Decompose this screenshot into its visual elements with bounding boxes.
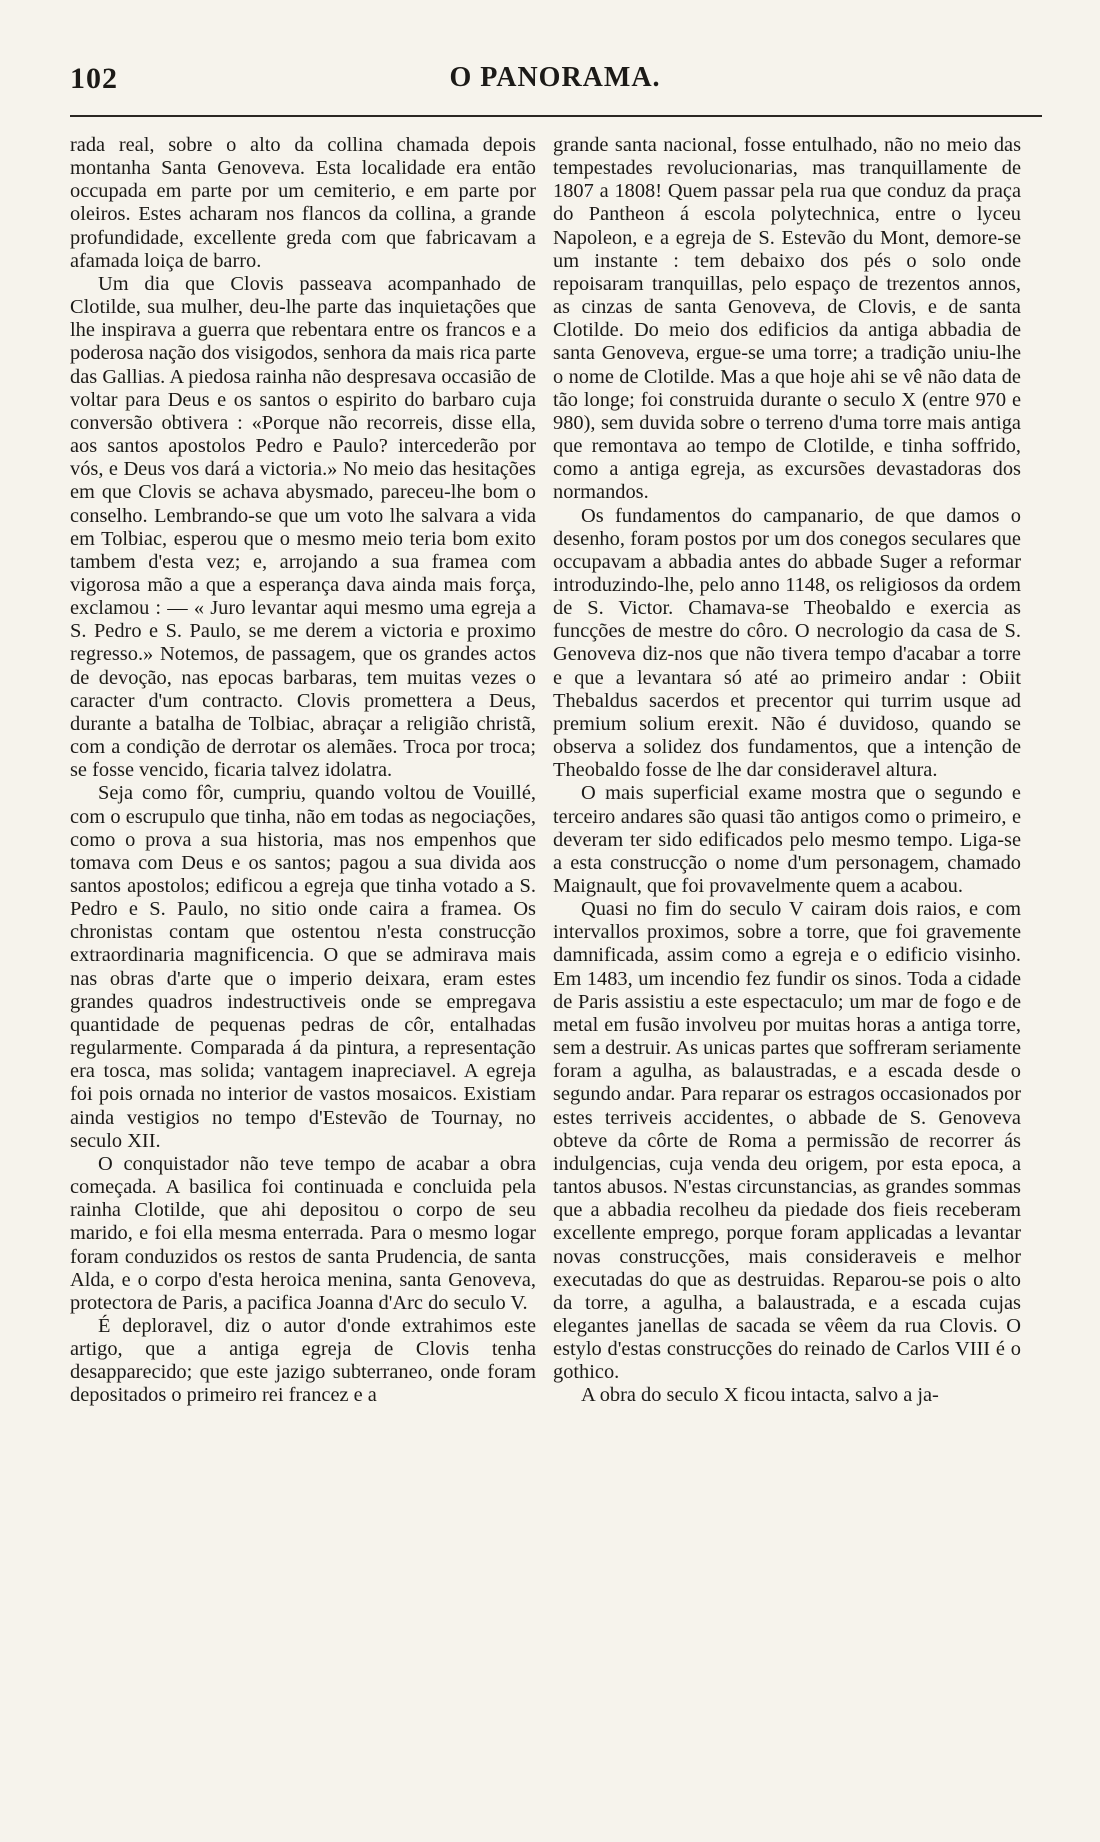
paragraph: O conquistador não teve tempo de acabar a obra começada. A basilica foi continuada e concluida pela rainha Clotilde, que ahi depositou o corpo de seu marido, e foi ella mesma enterrada. Para o mesmo logar foram conduzidos os restos de santa Prudencia, de santa Alda, e o corpo d'esta heroica menina, santa Genoveva, protectora de Paris, a pacifica Joanna d'Arc do seculo V. [70,1152,536,1314]
right-column [553,134,1021,1408]
left-column [70,134,536,1408]
paragraph: O mais superficial exame mostra que o segundo e terceiro andares são quasi tão antigos como o primeiro, e deveram ter sido edificados pelo mesmo tempo. Liga-se a esta construcção o nome d'um personagem, chamado Maignault, que foi provavelmente quem a acabou. [553,782,1021,897]
paragraph: rada real, sobre o alto da collina chamada depois montanha Santa Genoveva. Esta localidade era então occupada em parte por um cemiterio, e em parte por oleiros. Estes acharam nos flancos da collina, a grande profundidade, excellente greda com que fabricavam a afamada loiça de barro. [70,134,536,272]
page-header [70,62,1040,102]
paragraph: A obra do seculo X ficou intacta, salvo a ja- [581,1384,939,1407]
running-title: O PANORAMA. [449,62,661,93]
paragraph: Um dia que Clovis passeava acompanhado de Clotilde, sua mulher, deu-lhe parte das inquietações que lhe inspirava a guerra que rebentara entre os francos e a poderosa nação dos visigodos, senhora da mais rica parte das Gallias. A piedosa rainha não despresava occasião de voltar para Deus e os santos o espirito do barbaro cuja conversão obtivera : «Porque não recorreis, disse ella, aos santos apostolos Pedro e Paulo? intercederão por vós, e Deus vos dará a victoria.» No meio das hesitações em que Clovis se achava abysmado, pareceu-lhe bom o conselho. Lembrando-se que um voto lhe salvara a vida em Tolbiac, esperou que o mesmo meio teria bom exito tambem d'esta vez; e, arrojando a sua framea com vigorosa mão a que a esperança dava ainda mais força, exclamou : — « Juro levantar aqui mesmo uma egreja a S. Pedro e S. Paulo, se me derem a victoria e proximo regresso.» Notemos, de passagem, que os grandes actos de devoção, nas epocas barbaras, tem muitas vezes o caracter d'um contracto. Clovis promettera a Deus, durante a batalha de Tolbiac, abraçar a religião christã, com a condição de derrotar os alemães. Troca por troca; se fosse vencido, ficaria talvez idolatra. [70,272,537,782]
header-rule [70,115,1042,117]
page-number: 102 [70,62,118,95]
paragraph: É deploravel, diz o autor d'onde extrahimos este artigo, que a antiga egreja de Clovis tenha desapparecido; que este jazigo subterraneo, onde foram depositados o primeiro rei francez e a [70,1314,536,1407]
paragraph: Os fundamentos do campanario, de que damos o desenho, foram postos por um dos conegos seculares que occupavam a abbadia antes do abbade Suger a reformar introduzindo-lhe, pelo anno 1148, os religiosos da ordem de S. Victor. Chamava-se Theobaldo e exercia as funcções de mestre do côro. O necrologio da casa de S. Genoveva diz-nos que não tivera tempo d'acabar a torre e que a levantara só até ao primeiro andar : Obiit Thebaldus sacerdos et precentor qui turrim usque ad premium solium erexit. Não é duvidoso, quando se observa a solidez dos fundamentos, que a intenção de Theobaldo fosse de lhe dar consideravel altura. [553,504,1021,782]
paragraph: Seja como fôr, cumpriu, quando voltou de Vouillé, com o escrupulo que tinha, não em todas as negociações, como o prova a sua historia, mas nos empenhos que tomava com Deus e os santos; pagou a sua divida aos santos apostolos; edificou a egreja que tinha votado a S. Pedro e S. Paulo, no sitio onde caira a framea. Os chronistas contam que ostentou n'esta construcção extraordinaria magnificencia. O que se admirava mais nas obras d'arte que o imperio deixara, eram estes grandes quadros indestructiveis onde se empregava quantidade de pequenas pedras de côr, entalhadas regularmente. Comparada á da pintura, a representação era tosca, mas solida; vantagem inapreciavel. A egreja foi pois ornada no interior de vastos mosaicos. Existiam ainda vestigios no tempo d'Estevão de Tournay, no seculo XII. [70,782,536,1152]
paragraph: Quasi no fim do seculo V cairam dois raios, e com intervallos proximos, sobre a torre, que foi gravemente damnificada, assim como a egreja e o edificio visinho. Em 1483, um incendio fez fundir os sinos. Toda a cidade de Paris assistiu a este espectaculo; um mar de fogo e de metal em fusão involveu por muitas horas a antiga torre, sem a destruir. As unicas partes que soffreram seriamente foram a agulha, as balaustradas, e a escada desde o segundo andar. Para reparar os estragos occasionados por estes terriveis accidentes, o abbade de S. Genoveva obteve da côrte de Roma a permissão de recorrer ás indulgencias, cuja venda deu origem, por esta epoca, a tantos abusos. N'estas circunstancias, as grandes sommas que a abbadia recolheu da piedade dos fieis receberam excellente emprego, porque foram applicadas a levantar novas construcções, mais consideraveis e melhor executadas do que as destruidas. Reparou-se pois o alto da torre, a agulha, a balaustrada, e a escada cujas elegantes janellas de sacada se vêem da rua Clovis. O estylo d'estas construcções do reinado de Carlos VIII é o gothico. [553,898,1021,1384]
paragraph: grande santa nacional, fosse entulhado, não no meio das tempestades revolucionarias, mas tranquillamente de 1807 a 1808! Quem passar pela rua que conduz da praça do Pantheon á escola polytechnica, entre o lyceu Napoleon, e a egreja de S. Estevão du Mont, demore-se um instante : tem debaixo dos pés o solo onde repoisaram tranquillas, pelo espaço de trezentos annos, as cinzas de santa Genoveva, de Clovis, e de santa Clotilde. Do meio dos edificios da antiga abbadia de santa Genoveva, ergue-se uma torre; a tradição uniu-lhe o nome de Clotilde. Mas a que hoje ahi se vê não data de tão longe; foi construida durante o seculo X (entre 970 e 980), sem duvida sobre o terreno d'uma torre mais antiga que remontava ao tempo de Clotilde, e tinha soffrido, como a antiga egreja, as excursões devastadoras dos normandos. [553,134,1021,504]
